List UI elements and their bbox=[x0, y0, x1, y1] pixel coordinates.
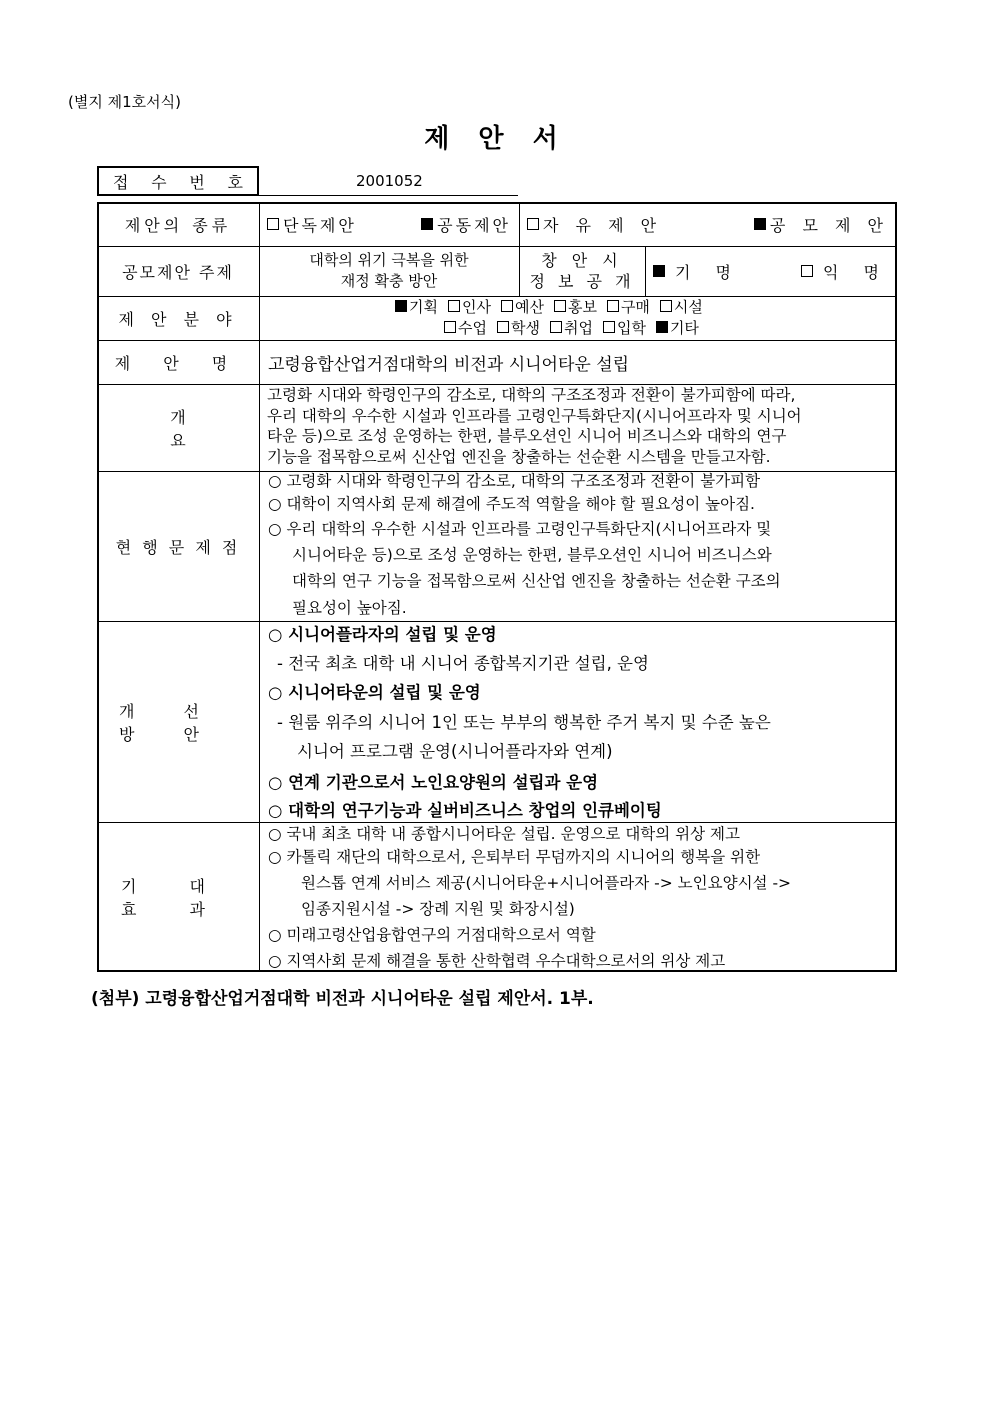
field-option-4[interactable] bbox=[656, 319, 699, 337]
disclosure-label-line: 정 보 공 개 bbox=[529, 272, 635, 291]
problems-line: ○ 고령화 시대와 학령인구의 감소로, 대학의 구조조정과 전환이 불가피함 bbox=[268, 472, 761, 490]
field-options-row bbox=[395, 297, 713, 318]
summary-line: 타운 등)으로 조성 운영하는 한편, 블루오션인 시니어 비즈니스와 대학의 연구 bbox=[267, 427, 787, 445]
field-label: 제 안 분 야 bbox=[118, 309, 238, 329]
attachment-note: (첨부) 고령융합산업거점대학 비전과 시니어타운 설립 제안서. 1부. bbox=[91, 989, 594, 1009]
field-option-label: 시설 bbox=[673, 298, 703, 316]
document-title: 제 안 서 bbox=[424, 124, 568, 154]
effects-line: ○ 지역사회 문제 해결을 통한 산학협력 우수대학으로서의 위상 제고 bbox=[268, 952, 726, 970]
field-option-label: 인사 bbox=[461, 298, 491, 316]
improvement-heading: ○ 대학의 연구기능과 실버비즈니스 창업의 인큐베이팅 bbox=[268, 801, 662, 820]
field-checkbox[interactable] bbox=[656, 321, 668, 333]
summary-line: 고령화 시대와 학령인구의 감소로, 대학의 구조조정과 전환이 불가피함에 따라, bbox=[267, 386, 796, 404]
summary-label: 개 요 bbox=[170, 407, 276, 450]
anonymous-checkbox[interactable] bbox=[801, 265, 813, 277]
problems-line: ○ 대학이 지역사회 문제 해결에 주도적 역할을 해야 할 필요성이 높아짐. bbox=[268, 495, 755, 513]
field-option-label: 입학 bbox=[616, 319, 646, 337]
form-number-note: (별지 제1호서식) bbox=[68, 93, 181, 111]
joint-proposal-option[interactable] bbox=[421, 213, 511, 236]
field-option-label: 수업 bbox=[458, 319, 487, 337]
field-option-3[interactable] bbox=[603, 319, 646, 337]
field-checkbox[interactable] bbox=[444, 321, 456, 333]
field-option-label: 기획 bbox=[409, 298, 438, 316]
field-checkbox[interactable] bbox=[501, 300, 513, 312]
field-checkbox[interactable] bbox=[607, 300, 619, 312]
field-option-5[interactable] bbox=[660, 298, 703, 316]
improvement-detail: - 전국 최초 대학 내 시니어 종합복지기관 설립, 운영 bbox=[277, 654, 649, 673]
field-options bbox=[259, 296, 897, 340]
receipt-number-label bbox=[97, 166, 259, 196]
field-option-label: 기타 bbox=[669, 319, 699, 337]
single-proposal-option[interactable] bbox=[267, 213, 357, 236]
effects-label-cell bbox=[97, 822, 259, 972]
field-option-2[interactable] bbox=[501, 298, 544, 316]
improvement-text bbox=[259, 621, 897, 822]
problems-line: 시니어타운 등)으로 조성 운영하는 한편, 블루오션인 시니어 비즈니스와 bbox=[292, 546, 772, 564]
field-option-label: 취업 bbox=[563, 319, 593, 337]
problems-line: ○ 우리 대학의 우수한 시설과 인프라를 고령인구특화단지(시니어프라자 및 bbox=[268, 520, 772, 538]
field-option-2[interactable] bbox=[550, 319, 593, 337]
field-option-label: 구매 bbox=[620, 298, 650, 316]
anonymous-text: 익 명 bbox=[823, 262, 889, 282]
field-checkbox[interactable] bbox=[660, 300, 672, 312]
field-option-label: 홍보 bbox=[567, 298, 597, 316]
proposal-name-label: 제 안 명 bbox=[114, 353, 242, 373]
field-options-row bbox=[444, 318, 709, 339]
field-option-0[interactable] bbox=[444, 319, 487, 337]
effects-line: ○ 미래고령산업융합연구의 거점대학으로서 역할 bbox=[268, 926, 596, 944]
effects-line: 임종지원시설 -> 장례 지원 및 화장시설) bbox=[301, 900, 575, 918]
joint-proposal-text: 공동제안 bbox=[437, 215, 511, 235]
single-proposal-text: 단독제안 bbox=[283, 215, 357, 235]
receipt-number-label-text bbox=[99, 170, 257, 193]
contest-topic-label-cell bbox=[97, 246, 259, 296]
improvement-heading: ○ 시니어플라자의 설립 및 운영 bbox=[268, 625, 497, 644]
free-proposal-checkbox[interactable] bbox=[527, 218, 539, 230]
contest-proposal-text: 공 모 제 안 bbox=[769, 215, 889, 235]
improvement-label: 개 선 방 안 bbox=[119, 701, 221, 744]
problems-label-cell bbox=[97, 471, 259, 621]
field-option-1[interactable] bbox=[448, 298, 491, 316]
summary-line: 우리 대학의 우수한 시설과 인프라를 고령인구특화단지(시니어프라자 및 시니어 bbox=[267, 406, 802, 425]
field-checkbox[interactable] bbox=[395, 300, 407, 312]
summary-label-cell bbox=[97, 384, 276, 471]
field-checkbox[interactable] bbox=[497, 321, 509, 333]
receipt-number-value[interactable]: 2001052 bbox=[259, 166, 518, 196]
field-checkbox[interactable] bbox=[448, 300, 460, 312]
problems-line: 필요성이 높아짐. bbox=[292, 599, 407, 617]
improvement-detail: - 원룸 위주의 시니어 1인 또는 부부의 행복한 주거 복지 및 수준 높은 bbox=[277, 713, 771, 732]
free-proposal-option[interactable] bbox=[527, 213, 662, 236]
contest-proposal-option[interactable] bbox=[754, 213, 889, 236]
improvement-heading: ○ 시니어타운의 설립 및 운영 bbox=[268, 683, 481, 702]
field-checkbox[interactable] bbox=[550, 321, 562, 333]
contest-topic-label: 공모제안 주제 bbox=[122, 262, 234, 282]
anonymous-option[interactable] bbox=[801, 260, 889, 283]
effects-label: 기 대 효 과 bbox=[121, 877, 229, 919]
proposal-type-label-cell bbox=[97, 202, 259, 246]
improvement-label-cell bbox=[97, 621, 259, 822]
effects-line: 원스톱 연계 서비스 제공(시니어타운+시니어플라자 -> 노인요양시설 -> bbox=[301, 874, 792, 892]
field-option-1[interactable] bbox=[497, 319, 540, 337]
contest-topic-value bbox=[259, 246, 519, 296]
disclosure-label-cell bbox=[519, 246, 645, 296]
proposal-name-label-cell bbox=[97, 340, 259, 384]
summary-line: 기능을 접목함으로써 신산업 엔진을 창출하는 선순환 시스템을 만들고자함. bbox=[267, 447, 771, 466]
joint-proposal-checkbox[interactable] bbox=[421, 218, 433, 230]
problems-label: 현 행 문 제 점 bbox=[115, 537, 241, 557]
single-proposal-checkbox[interactable] bbox=[267, 218, 279, 230]
field-option-4[interactable] bbox=[607, 298, 650, 316]
proposal-type-label: 제안의 종류 bbox=[124, 215, 232, 235]
named-text: 기 명 bbox=[675, 262, 741, 282]
field-checkbox[interactable] bbox=[554, 300, 566, 312]
field-option-label: 예산 bbox=[514, 298, 544, 316]
improvement-detail: 시니어 프로그램 운영(시니어플라자와 연계) bbox=[297, 742, 613, 761]
proposal-name-value[interactable]: 고령융합산업거점대학의 비전과 시니어타운 설립 bbox=[268, 354, 630, 375]
field-option-0[interactable] bbox=[395, 298, 438, 316]
receipt-number-label-value: 접 수 번 호 bbox=[113, 172, 243, 192]
field-label-cell bbox=[97, 296, 259, 340]
effects-text bbox=[259, 822, 897, 972]
problems-line: 대학의 연구 기능을 접목함으로써 신산업 엔진을 창출하는 선순환 구조의 bbox=[292, 572, 781, 590]
contest-topic-line: 재정 확충 방안 bbox=[340, 272, 438, 290]
improvement-heading: ○ 연계 기관으로서 노인요양원의 설립과 운영 bbox=[268, 773, 599, 792]
field-option-3[interactable] bbox=[554, 298, 597, 316]
problems-text bbox=[259, 471, 897, 621]
contest-proposal-checkbox[interactable] bbox=[754, 218, 766, 230]
named-option[interactable] bbox=[653, 260, 741, 283]
effects-line: ○ 국내 최초 대학 내 종합시니어타운 설립. 운영으로 대학의 위상 제고 bbox=[268, 825, 740, 843]
proposal-type-options bbox=[259, 202, 519, 246]
named-checkbox[interactable] bbox=[653, 265, 665, 277]
disclosure-options bbox=[645, 246, 897, 296]
summary-text bbox=[259, 385, 897, 471]
effects-line: ○ 카톨릭 재단의 대학으로서, 은퇴부터 무덤까지의 시니어의 행복을 위한 bbox=[268, 848, 761, 866]
contest-topic-line: 대학의 위기 극복을 위한 bbox=[309, 251, 469, 269]
free-proposal-text: 자 유 제 안 bbox=[543, 215, 663, 235]
disclosure-label-line: 창 안 시 bbox=[541, 251, 623, 270]
field-checkbox[interactable] bbox=[603, 321, 615, 333]
field-option-label: 학생 bbox=[510, 319, 540, 337]
proposal-method-options bbox=[519, 202, 897, 246]
